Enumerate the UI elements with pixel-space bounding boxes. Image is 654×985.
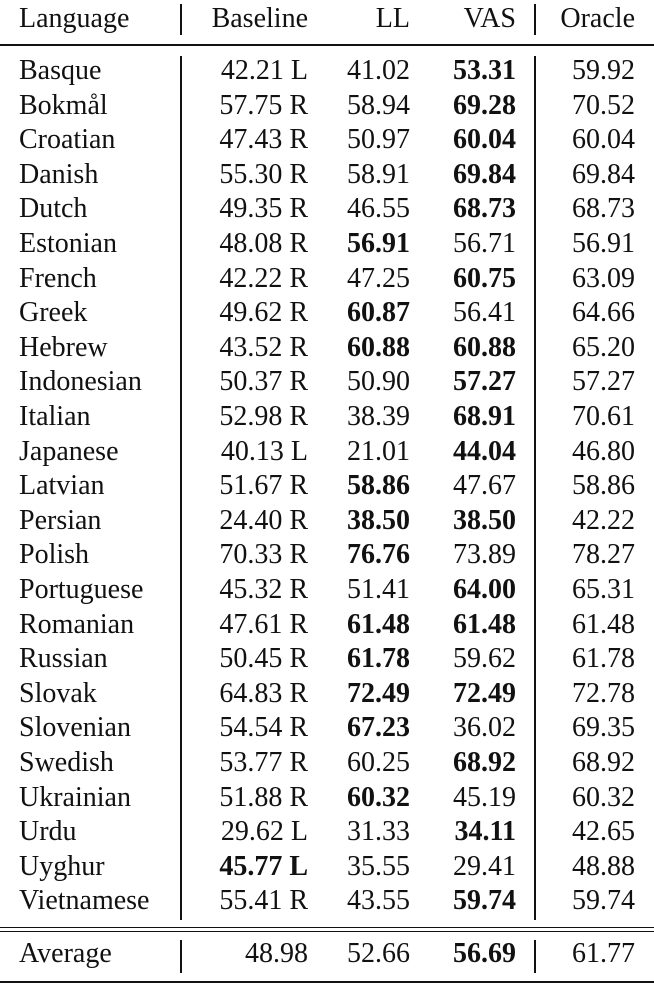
cell-vas: 68.91 [453, 401, 516, 432]
cell-ll: 60.25 [347, 747, 410, 778]
cell-oracle: 65.31 [572, 574, 635, 605]
cell-oracle: 60.04 [572, 124, 635, 155]
cell-oracle: 68.92 [572, 747, 635, 778]
cell-oracle: 59.92 [572, 55, 635, 86]
cell-baseline: 52.98 R [219, 401, 308, 432]
cell-language: Slovenian [19, 712, 131, 743]
cell-baseline: 40.13 L [220, 436, 308, 467]
cell-ll: 67.23 [347, 712, 410, 743]
header-rule [0, 44, 654, 46]
cell-baseline: 43.52 R [219, 332, 308, 363]
cell-oracle: 60.32 [572, 782, 635, 813]
cell-vas: 68.73 [453, 193, 516, 224]
cell-oracle: 78.27 [572, 539, 635, 570]
cell-language: Slovak [19, 678, 97, 709]
cell-language: Italian [19, 401, 91, 432]
cell-ll: 58.86 [347, 470, 410, 501]
cell-language: Basque [19, 55, 102, 86]
cell-oracle: 42.22 [572, 505, 635, 536]
cell-language: Indonesian [19, 366, 142, 397]
cell-ll: 31.33 [347, 816, 410, 847]
average-label: Average [19, 938, 112, 969]
header-separator-left [180, 4, 182, 35]
cell-vas: 38.50 [453, 505, 516, 536]
header-separator-right [534, 4, 536, 35]
header-oracle: Oracle [560, 3, 635, 34]
cell-ll: 46.55 [347, 193, 410, 224]
cell-baseline: 54.54 R [219, 712, 308, 743]
cell-oracle: 69.84 [572, 159, 635, 190]
cell-ll: 61.78 [347, 643, 410, 674]
cell-vas: 61.48 [453, 609, 516, 640]
cell-baseline: 55.41 R [219, 885, 308, 916]
cell-oracle: 65.20 [572, 332, 635, 363]
cell-ll: 35.55 [347, 851, 410, 882]
cell-baseline: 47.61 R [219, 609, 308, 640]
cell-vas: 47.67 [453, 470, 516, 501]
cell-vas: 60.04 [453, 124, 516, 155]
cell-vas: 73.89 [453, 539, 516, 570]
cell-vas: 69.28 [453, 90, 516, 121]
cell-language: Japanese [19, 436, 119, 467]
cell-vas: 69.84 [453, 159, 516, 190]
average-baseline: 48.98 [245, 938, 308, 969]
cell-oracle: 61.48 [572, 609, 635, 640]
header-baseline: Baseline [211, 3, 308, 34]
cell-language: Estonian [19, 228, 117, 259]
cell-language: Latvian [19, 470, 105, 501]
average-oracle: 61.77 [572, 938, 635, 969]
cell-vas: 56.41 [453, 297, 516, 328]
table-bottom-rule [0, 981, 654, 983]
cell-baseline: 24.40 R [219, 505, 308, 536]
cell-vas: 34.11 [454, 816, 516, 847]
average-separator-right [534, 940, 536, 973]
cell-oracle: 56.91 [572, 228, 635, 259]
cell-language: Hebrew [19, 332, 108, 363]
cell-oracle: 58.86 [572, 470, 635, 501]
header-ll: LL [375, 3, 410, 34]
cell-vas: 57.27 [453, 366, 516, 397]
cell-vas: 45.19 [453, 782, 516, 813]
cell-ll: 50.90 [347, 366, 410, 397]
cell-ll: 38.39 [347, 401, 410, 432]
cell-ll: 43.55 [347, 885, 410, 916]
header-vas: VAS [463, 3, 516, 34]
cell-baseline: 70.33 R [219, 539, 308, 570]
cell-ll: 76.76 [347, 539, 410, 570]
cell-ll: 51.41 [347, 574, 410, 605]
cell-vas: 59.62 [453, 643, 516, 674]
cell-vas: 29.41 [453, 851, 516, 882]
cell-ll: 60.87 [347, 297, 410, 328]
cell-baseline: 48.08 R [219, 228, 308, 259]
cell-ll: 58.91 [347, 159, 410, 190]
cell-oracle: 63.09 [572, 263, 635, 294]
cell-vas: 36.02 [453, 712, 516, 743]
cell-ll: 21.01 [347, 436, 410, 467]
cell-baseline: 29.62 L [220, 816, 308, 847]
cell-vas: 68.92 [453, 747, 516, 778]
cell-oracle: 42.65 [572, 816, 635, 847]
cell-baseline: 42.22 R [219, 263, 308, 294]
cell-language: Russian [19, 643, 108, 674]
cell-baseline: 42.21 L [220, 55, 308, 86]
cell-language: Swedish [19, 747, 114, 778]
cell-baseline: 49.35 R [219, 193, 308, 224]
cell-oracle: 61.78 [572, 643, 635, 674]
cell-language: Bokmål [19, 90, 108, 121]
cell-language: Polish [19, 539, 90, 570]
cell-ll: 58.94 [347, 90, 410, 121]
cell-oracle: 59.74 [572, 885, 635, 916]
cell-language: Uyghur [19, 851, 105, 882]
cell-language: Greek [19, 297, 88, 328]
cell-ll: 72.49 [347, 678, 410, 709]
average-separator-left [180, 940, 182, 973]
cell-ll: 56.91 [347, 228, 410, 259]
cell-ll: 61.48 [347, 609, 410, 640]
cell-language: French [19, 263, 97, 294]
cell-oracle: 70.61 [572, 401, 635, 432]
cell-vas: 72.49 [453, 678, 516, 709]
cell-vas: 59.74 [453, 885, 516, 916]
cell-oracle: 64.66 [572, 297, 635, 328]
average-ll: 52.66 [347, 938, 410, 969]
cell-oracle: 57.27 [572, 366, 635, 397]
cell-vas: 60.88 [453, 332, 516, 363]
cell-vas: 53.31 [453, 55, 516, 86]
cell-baseline: 57.75 R [219, 90, 308, 121]
cell-vas: 64.00 [453, 574, 516, 605]
cell-baseline: 64.83 R [219, 678, 308, 709]
cell-oracle: 46.80 [572, 436, 635, 467]
body-separator-left [180, 56, 182, 920]
header-language: Language [19, 3, 130, 34]
cell-baseline: 47.43 R [219, 124, 308, 155]
cell-ll: 60.32 [347, 782, 410, 813]
cell-baseline: 53.77 R [219, 747, 308, 778]
cell-language: Danish [19, 159, 99, 190]
cell-language: Portuguese [19, 574, 144, 605]
cell-vas: 56.71 [453, 228, 516, 259]
body-bottom-rule [0, 927, 654, 928]
cell-vas: 60.75 [453, 263, 516, 294]
cell-oracle: 70.52 [572, 90, 635, 121]
cell-language: Romanian [19, 609, 135, 640]
cell-language: Vietnamese [19, 885, 150, 916]
cell-baseline: 45.77 L [219, 851, 308, 882]
cell-vas: 44.04 [453, 436, 516, 467]
cell-oracle: 72.78 [572, 678, 635, 709]
average-vas: 56.69 [453, 938, 516, 969]
cell-baseline: 55.30 R [219, 159, 308, 190]
cell-ll: 47.25 [347, 263, 410, 294]
cell-ll: 60.88 [347, 332, 410, 363]
cell-baseline: 50.37 R [219, 366, 308, 397]
body-separator-right [534, 56, 536, 920]
cell-language: Croatian [19, 124, 116, 155]
cell-ll: 50.97 [347, 124, 410, 155]
cell-ll: 38.50 [347, 505, 410, 536]
cell-ll: 41.02 [347, 55, 410, 86]
cell-oracle: 48.88 [572, 851, 635, 882]
average-top-rule [0, 931, 654, 932]
cell-baseline: 51.88 R [219, 782, 308, 813]
cell-oracle: 69.35 [572, 712, 635, 743]
cell-baseline: 51.67 R [219, 470, 308, 501]
cell-language: Persian [19, 505, 102, 536]
cell-baseline: 45.32 R [219, 574, 308, 605]
cell-language: Dutch [19, 193, 88, 224]
cell-baseline: 49.62 R [219, 297, 308, 328]
cell-oracle: 68.73 [572, 193, 635, 224]
cell-language: Ukrainian [19, 782, 131, 813]
cell-baseline: 50.45 R [219, 643, 308, 674]
cell-language: Urdu [19, 816, 77, 847]
